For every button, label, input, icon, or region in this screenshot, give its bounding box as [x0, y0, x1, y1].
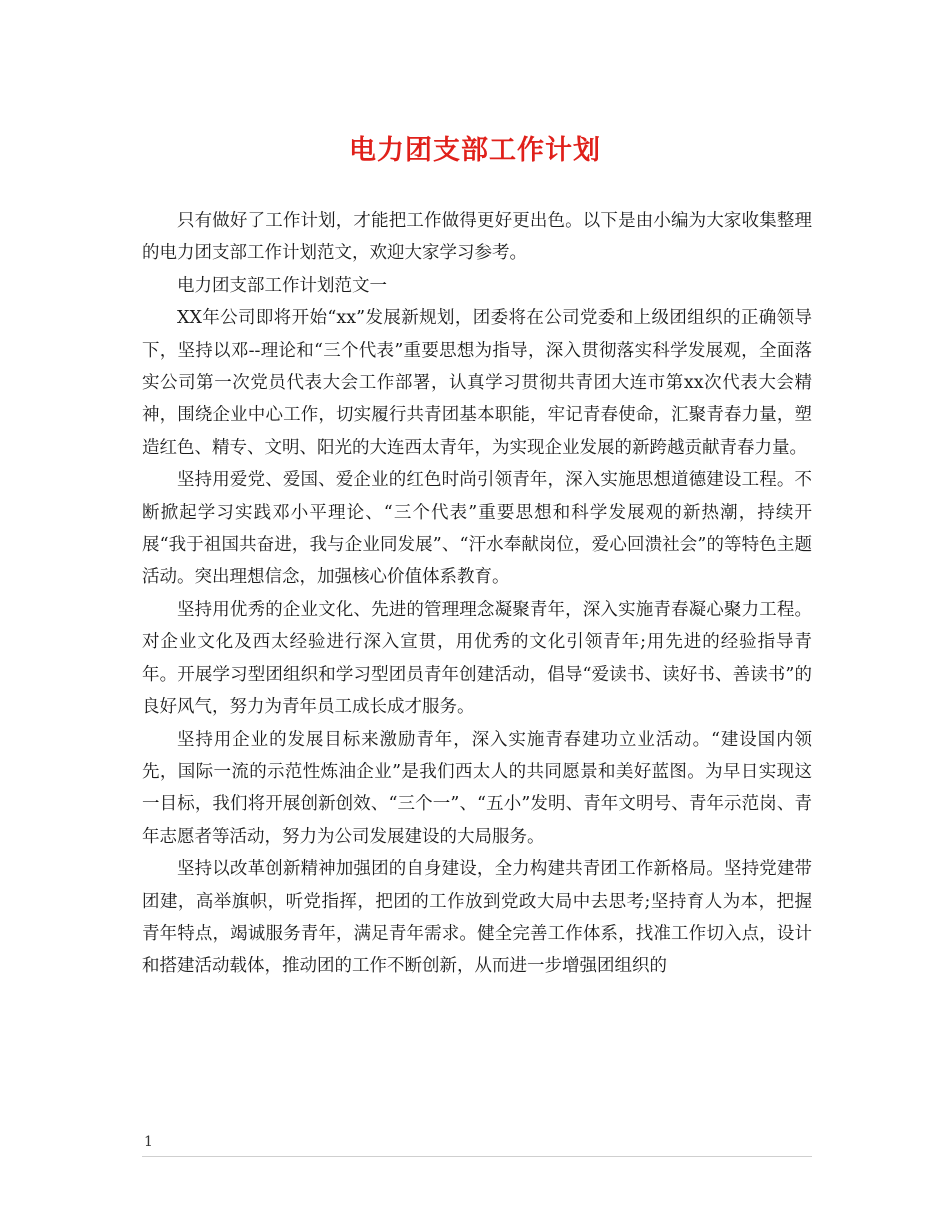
paragraph-heading: 电力团支部工作计划范文一 — [177, 275, 387, 296]
paragraph-culture: 坚持用优秀的企业文化、先进的管理理念凝聚青年，深入实施青春凝心聚力工程。对企业文化及西太经验进行深入宣贯，用优秀的文化引领青年;用先进的经验指导青年。开展学习型团组织和学习型团员青年创建活动，倡导“爱读书、读好书、善读书”的良好风气，努力为青年员工成长成才服务。 — [142, 599, 812, 718]
paragraph-ideology: 坚持用爱党、爱国、爱企业的红色时尚引领青年，深入实施思想道德建设工程。不断掀起学习实践邓小平理论、“三个代表”重要思想和科学发展观的新热潮，持续开展“我于祖国共奋进，我与企业同发展”、“汗水奉献岗位，爱心回溃社会”的等特色主题活动。突出理想信念，加强核心价值体系教育。 — [142, 470, 812, 588]
page-number: 1 — [144, 1134, 153, 1150]
paragraph-reform: 坚持以改革创新精神加强团的自身建设，全力构建共青团工作新格局。坚持党建带团建，高举旗帜，听党指挥，把团的工作放到党政大局中去思考;坚持育人为本，把握青年特点，竭诚服务青年，满足青年需求。健全完善工作体系，找准工作切入点，设计和搭建活动载体，推动团的工作不断创新，从而进一步增强团组织的 — [142, 859, 812, 977]
document-body — [142, 205, 812, 983]
paragraph-intro: 只有做好了工作计划，才能把工作做得更好更出色。以下是由小编为大家收集整理的电力团支部工作计划范文，欢迎大家学习参考。 — [142, 211, 812, 264]
paragraph-overview: XX年公司即将开始“xx”发展新规划，团委将在公司党委和上级团组织的正确领导下，坚持以邓--理论和“三个代表”重要思想为指导，深入贯彻落实科学发展观，全面落实公司第一次党员代表大会工作部署，认真学习贯彻共青团大连市第xx次代表大会精神，围绕企业中心工作，切实履行共青团基本职能，牢记青春使命，汇聚青春力量，塑造红色、精专、文明、阳光的大连西太青年，为实现企业发展的新跨越贡献青春力量。 — [142, 308, 812, 458]
paragraph-goals: 坚持用企业的发展目标来激励青年，深入实施青春建功立业活动。“建设国内领先，国际一流的示范性炼油企业”是我们西太人的共同愿景和美好蓝图。为早日实现这一目标，我们将开展创新创效、“三个一”、“五小”发明、青年文明号、青年示范岗、青年志愿者等活动，努力为公司发展建设的大局服务。 — [142, 729, 812, 847]
document-title: 电力团支部工作计划 — [349, 135, 601, 166]
footer-divider — [142, 1156, 812, 1157]
